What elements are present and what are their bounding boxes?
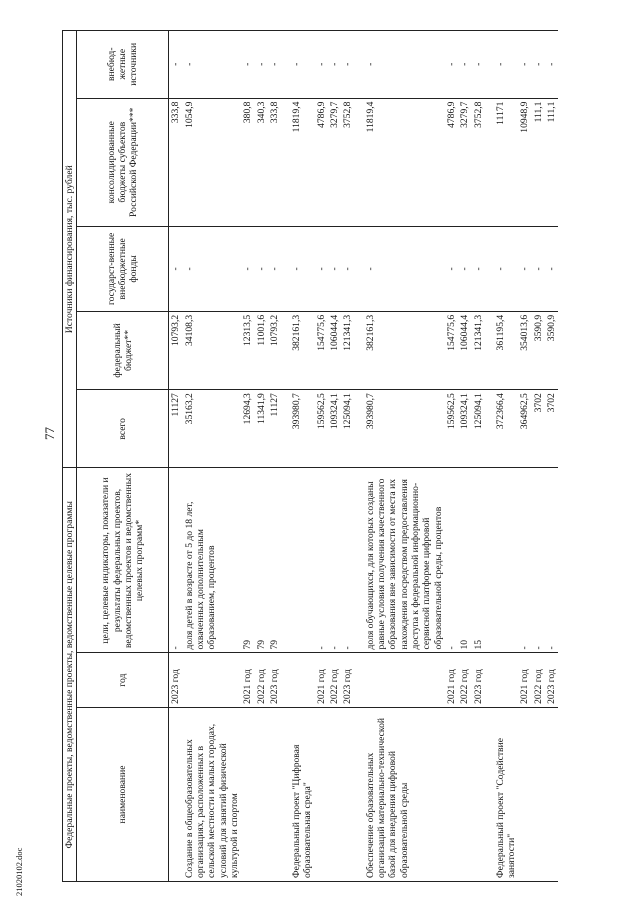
row-total: 35163,2 [183, 390, 242, 468]
row-indicator: 79 [268, 468, 281, 653]
row-indicator: - [315, 468, 328, 653]
row-total: 12694,3 [241, 390, 254, 468]
row-regional: 3752,8 [472, 98, 485, 226]
header-indicators: цели, целевые индикаторы, показатели и результаты федеральных проектов, ведомственных проектов и ведомственных целевых программ* [77, 468, 169, 653]
row-year: 2021 год [445, 653, 458, 707]
table-row [518, 31, 531, 882]
row-total: 393980,7 [364, 390, 445, 468]
row-other: - [472, 31, 485, 99]
table-row [255, 31, 268, 882]
spacer-cell [281, 98, 290, 226]
spacer-cell [281, 31, 290, 99]
spacer-cell [281, 311, 290, 389]
row-name [472, 707, 485, 881]
row-year [364, 653, 445, 707]
row-spacer [485, 31, 494, 882]
row-state-funds: - [341, 226, 354, 311]
row-indicator: - [341, 468, 354, 653]
row-federal: 154775,6 [315, 311, 328, 389]
row-state-funds: - [268, 226, 281, 311]
row-name [532, 707, 545, 881]
spacer-cell [485, 226, 494, 311]
row-federal: 11001,6 [255, 311, 268, 389]
row-year: 2022 год [532, 653, 545, 707]
table-header [63, 31, 169, 882]
header-state-funds: государст-венные внебюджетные фонды [77, 226, 169, 311]
row-regional: 4786,9 [445, 98, 458, 226]
row-name [241, 707, 254, 881]
row-name: Создание в общеобразовательных организациях, расположенных в сельской местности и малых городах, условий для занятий физической культурой и спортом [183, 707, 242, 881]
row-total: 125094,1 [341, 390, 354, 468]
row-other: - [458, 31, 471, 99]
row-state-funds: - [445, 226, 458, 311]
header-section: Федеральные проекты, ведомственные проекты, ведомственные целевые программы [63, 468, 77, 882]
row-indicator [290, 468, 315, 653]
row-state-funds: - [315, 226, 328, 311]
table-row [183, 31, 242, 882]
row-other: - [268, 31, 281, 99]
row-state-funds: - [241, 226, 254, 311]
table-row [341, 31, 354, 882]
spacer-cell [485, 390, 494, 468]
row-federal: 3590,9 [532, 311, 545, 389]
row-indicator: - [532, 468, 545, 653]
row-year: 2023 год [268, 653, 281, 707]
row-other: - [328, 31, 341, 99]
header-other: внебюд-жетные источники [77, 31, 169, 99]
row-state-funds: - [458, 226, 471, 311]
row-federal: 382161,3 [364, 311, 445, 389]
row-state-funds: - [290, 226, 315, 311]
row-spacer [355, 31, 364, 882]
row-indicator: - [518, 468, 531, 653]
table-row [169, 31, 183, 882]
row-year: 2023 год [169, 653, 183, 707]
header-name: наименование [77, 707, 169, 881]
table-sheet [62, 30, 582, 882]
row-regional: 3752,8 [341, 98, 354, 226]
row-other: - [315, 31, 328, 99]
spacer-cell [355, 653, 364, 707]
row-name: Федеральный проект "Цифровая образовательная среда" [290, 707, 315, 881]
row-federal: 121341,3 [341, 311, 354, 389]
row-name [255, 707, 268, 881]
row-total: 3702 [545, 390, 558, 468]
funding-table [62, 30, 558, 882]
row-total: 109324,1 [328, 390, 341, 468]
row-indicator: доля обучающихся, для которых созданы равные условия получения качественного образования вне зависимости от места их нахождения посредством предоставления доступа к федеральной информационно-сервисной платформе цифровой образовательной среды, процентов [364, 468, 445, 653]
row-indicator: доля детей в возрасте от 5 до 18 лет, охваченных дополнительным образованием, процентов [183, 468, 242, 653]
row-state-funds: - [255, 226, 268, 311]
row-federal: 106044,4 [458, 311, 471, 389]
row-year: 2023 год [341, 653, 354, 707]
table-row [364, 31, 445, 882]
row-regional: 111,1 [545, 98, 558, 226]
spacer-cell [281, 653, 290, 707]
spacer-cell [281, 707, 290, 881]
row-total: 159562,5 [445, 390, 458, 468]
row-regional: 333,8 [169, 98, 183, 226]
table-row [445, 31, 458, 882]
row-federal: 106044,4 [328, 311, 341, 389]
row-other: - [494, 31, 519, 99]
row-federal: 10793,2 [169, 311, 183, 389]
row-federal: 3590,9 [545, 311, 558, 389]
row-indicator: 79 [241, 468, 254, 653]
spacer-cell [355, 98, 364, 226]
table-row [241, 31, 254, 882]
row-other: - [241, 31, 254, 99]
row-regional: 4786,9 [315, 98, 328, 226]
spacer-cell [355, 226, 364, 311]
row-state-funds: - [472, 226, 485, 311]
row-total: 11127 [169, 390, 183, 468]
row-federal: 361195,4 [494, 311, 519, 389]
row-other: - [169, 31, 183, 99]
spacer-cell [281, 226, 290, 311]
spacer-cell [355, 31, 364, 99]
row-year: 2022 год [328, 653, 341, 707]
spacer-cell [355, 468, 364, 653]
header-federal: федеральный бюджет** [77, 311, 169, 389]
header-total: всего [77, 390, 169, 468]
row-other: - [518, 31, 531, 99]
row-regional: 340,3 [255, 98, 268, 226]
row-state-funds: - [545, 226, 558, 311]
row-name [169, 707, 183, 881]
table-row [290, 31, 315, 882]
row-federal: 34108,3 [183, 311, 242, 389]
row-year: 2021 год [241, 653, 254, 707]
spacer-cell [355, 707, 364, 881]
row-indicator: - [328, 468, 341, 653]
row-total: 11341,9 [255, 390, 268, 468]
row-name [328, 707, 341, 881]
row-year: 2022 год [458, 653, 471, 707]
spacer-cell [281, 468, 290, 653]
row-state-funds: - [518, 226, 531, 311]
row-federal: 382161,3 [290, 311, 315, 389]
row-name [518, 707, 531, 881]
row-regional: 111,1 [532, 98, 545, 226]
row-total: 3702 [532, 390, 545, 468]
row-other: - [183, 31, 242, 99]
row-other: - [545, 31, 558, 99]
row-indicator: 79 [255, 468, 268, 653]
row-regional: 3279,7 [328, 98, 341, 226]
row-indicator: 15 [472, 468, 485, 653]
table-row [532, 31, 545, 882]
spacer-cell [485, 311, 494, 389]
row-name: Федеральный проект "Содействие занятости" [494, 707, 519, 881]
row-name [341, 707, 354, 881]
row-year: 2022 год [255, 653, 268, 707]
row-state-funds: - [494, 226, 519, 311]
row-total: 159562,5 [315, 390, 328, 468]
row-total: 109324,1 [458, 390, 471, 468]
row-indicator: - [169, 468, 183, 653]
row-federal: 354013,6 [518, 311, 531, 389]
row-regional: 1054,9 [183, 98, 242, 226]
row-year: 2021 год [315, 653, 328, 707]
row-name [268, 707, 281, 881]
table-row [328, 31, 341, 882]
spacer-cell [485, 707, 494, 881]
row-state-funds: - [169, 226, 183, 311]
row-year [494, 653, 519, 707]
row-regional: 11171 [494, 98, 519, 226]
row-name: Обеспечение образовательных организаций материально-технической базой для внедрения цифровой образовательной среды [364, 707, 445, 881]
spacer-cell [355, 390, 364, 468]
row-year [290, 653, 315, 707]
table-row [545, 31, 558, 882]
row-other: - [532, 31, 545, 99]
row-year: 2021 год [518, 653, 531, 707]
spacer-cell [355, 311, 364, 389]
row-federal: 154775,6 [445, 311, 458, 389]
row-regional: 10948,9 [518, 98, 531, 226]
spacer-cell [485, 468, 494, 653]
row-state-funds: - [532, 226, 545, 311]
row-year [183, 653, 242, 707]
row-total: 11127 [268, 390, 281, 468]
spacer-cell [485, 31, 494, 99]
row-federal: 12313,5 [241, 311, 254, 389]
table-row [268, 31, 281, 882]
table-row [458, 31, 471, 882]
row-regional: 333,8 [268, 98, 281, 226]
row-total: 125094,1 [472, 390, 485, 468]
header-regional: консолидированные бюджеты субъектов Российской Федерации*** [77, 98, 169, 226]
row-state-funds: - [183, 226, 242, 311]
row-state-funds: - [328, 226, 341, 311]
row-year: 2023 год [472, 653, 485, 707]
row-name [545, 707, 558, 881]
row-name [315, 707, 328, 881]
row-name [458, 707, 471, 881]
row-state-funds: - [364, 226, 445, 311]
row-regional: 3279,7 [458, 98, 471, 226]
row-total: 372366,4 [494, 390, 519, 468]
row-name [445, 707, 458, 881]
spacer-cell [485, 98, 494, 226]
row-regional: 11819,4 [290, 98, 315, 226]
spacer-cell [281, 390, 290, 468]
row-other: - [255, 31, 268, 99]
row-other: - [290, 31, 315, 99]
row-indicator: - [445, 468, 458, 653]
row-indicator: - [545, 468, 558, 653]
row-spacer [281, 31, 290, 882]
row-regional: 380,8 [241, 98, 254, 226]
header-year: год [77, 653, 169, 707]
row-indicator [494, 468, 519, 653]
row-total: 393980,7 [290, 390, 315, 468]
row-total: 364962,5 [518, 390, 531, 468]
row-other: - [445, 31, 458, 99]
table-row [315, 31, 328, 882]
header-funding: Источники финансирования, тыс. рублей [63, 31, 77, 469]
file-name-footer: 21020102.doc [14, 847, 24, 896]
row-other: - [364, 31, 445, 99]
row-regional: 11819,4 [364, 98, 445, 226]
row-federal: 121341,3 [472, 311, 485, 389]
row-indicator: 10 [458, 468, 471, 653]
table-body [169, 31, 559, 882]
page-number: 77 [42, 427, 57, 440]
row-federal: 10793,2 [268, 311, 281, 389]
table-row [472, 31, 485, 882]
row-year: 2023 год [545, 653, 558, 707]
table-row [494, 31, 519, 882]
spacer-cell [485, 653, 494, 707]
row-other: - [341, 31, 354, 99]
